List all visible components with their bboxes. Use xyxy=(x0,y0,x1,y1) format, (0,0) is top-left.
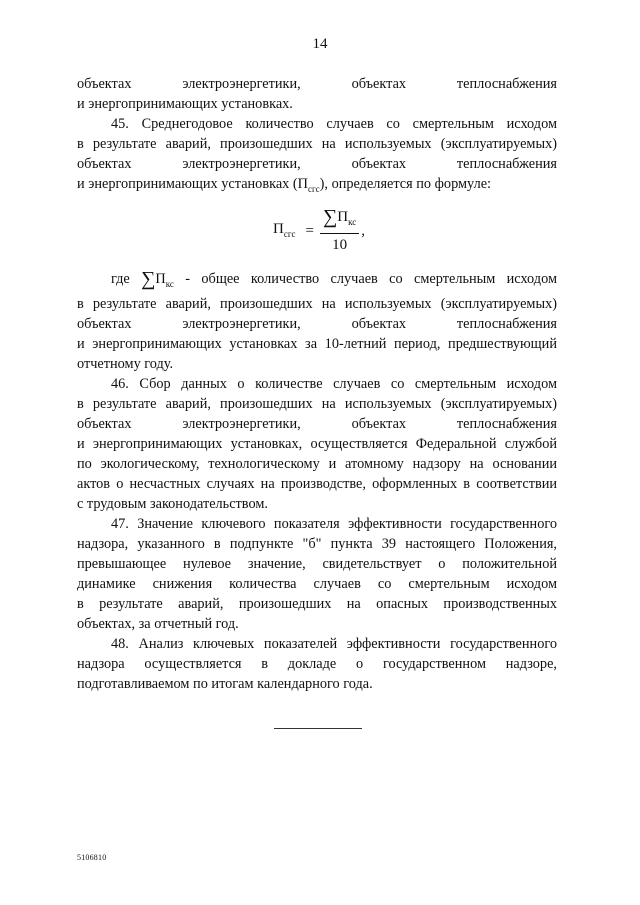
text-line: в результате аварий, произошедших на используемых (эксплуатируемых) xyxy=(77,136,557,152)
page-number: 14 xyxy=(312,36,328,52)
fraction xyxy=(320,207,359,256)
symbol-p: П xyxy=(155,270,166,287)
text-line xyxy=(77,174,557,199)
fraction-numerator xyxy=(320,207,359,234)
formula-lhs xyxy=(273,219,296,244)
text-line: надзора осуществляется в докладе о государственном надзоре, xyxy=(77,655,557,672)
subscript: сгс xyxy=(307,183,320,194)
text-line xyxy=(77,269,557,294)
text-line: в результате аварий, произошедших на используемых (эксплуатируемых) xyxy=(77,395,557,412)
subscript: кс xyxy=(348,216,357,227)
sum-icon: ∑ xyxy=(141,267,156,290)
equals-sign: = xyxy=(305,223,314,240)
symbol-p: П xyxy=(297,176,308,192)
paragraph-48 xyxy=(77,634,557,694)
text-line: 47. Значение ключевого показателя эффективности государственного xyxy=(111,515,557,532)
text-line: 46. Сбор данных о количестве случаев со смертельным исходом xyxy=(111,375,557,392)
paragraph-47 xyxy=(77,514,557,634)
text-line: подготавливаемом по итогам календарного года. xyxy=(77,675,373,692)
text-line: отчетному году. xyxy=(77,355,174,372)
text-line: с трудовым законодательством. xyxy=(77,495,268,512)
document-body xyxy=(77,74,557,694)
text-fragment: ), определяется по формуле: xyxy=(319,176,492,192)
text-line: актов о несчастных случаях на производстве, оформленных в соответствии xyxy=(77,475,557,492)
intro-paragraph xyxy=(77,74,557,114)
text-line: и энергопринимающих установках. xyxy=(77,96,293,112)
text-line: объектах электроэнергетики, объектах теплоснабжения xyxy=(77,156,557,172)
text-line: объектах электроэнергетики, объектах теплоснабжения xyxy=(77,76,557,92)
text-line: надзора, указанного в подпункте "б" пункта 39 настоящего Положения, xyxy=(77,535,557,552)
paragraph-46 xyxy=(77,374,557,514)
text-line: 48. Анализ ключевых показателей эффективности государственного xyxy=(111,635,557,652)
text-line: 45. Среднегодовое количество случаев со смертельным исходом xyxy=(111,116,557,132)
text-line: динамике снижения количества случаев со смертельным исходом xyxy=(77,575,557,592)
symbol-p: П xyxy=(337,208,349,225)
document-code: 5106810 xyxy=(77,853,107,862)
formula-block xyxy=(77,199,557,269)
text-line: объектах электроэнергетики, объектах теплоснабжения xyxy=(77,315,557,332)
subscript: сгс xyxy=(283,228,296,239)
text-line: объектах, за отчетный год. xyxy=(77,615,239,632)
subscript: кс xyxy=(165,278,174,289)
symbol-p: П xyxy=(273,220,284,237)
text-line: и энергопринимающих установках, осуществляется Федеральной службой xyxy=(77,435,557,452)
text-fragment: и энергопринимающих установках ( xyxy=(77,176,298,192)
text-line: в результате аварий, произошедших на опасных производственных xyxy=(77,595,557,612)
text-line: объектах электроэнергетики, объектах теплоснабжения xyxy=(77,415,557,432)
text-fragment: где xyxy=(111,270,130,287)
text-line: и энергопринимающих установках за 10-летний период, предшествующий xyxy=(77,335,557,352)
fraction-denominator: 10 xyxy=(332,236,348,253)
formula-comma: , xyxy=(361,223,366,240)
sum-icon: ∑ xyxy=(323,205,338,228)
end-divider xyxy=(274,728,362,729)
text-line: по экологическому, технологическому и атомному надзору на основании xyxy=(77,455,557,472)
paragraph-45 xyxy=(77,114,557,199)
text-line: в результате аварий, произошедших на используемых (эксплуатируемых) xyxy=(77,295,557,312)
where-paragraph xyxy=(77,269,557,374)
text-fragment: - общее количество случаев со смертельным исходом xyxy=(173,270,557,287)
text-line: превышающее нулевое значение, свидетельствует о положительной xyxy=(77,555,557,572)
formula xyxy=(273,207,365,256)
